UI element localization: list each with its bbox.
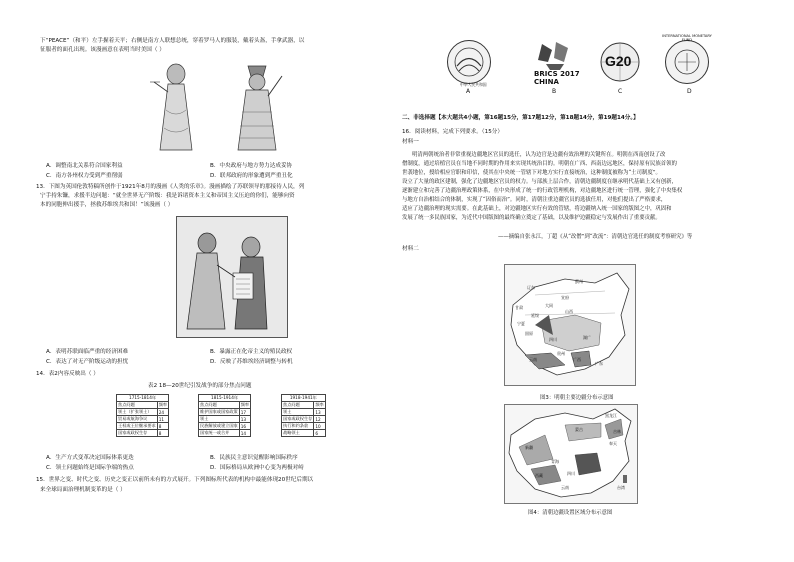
map3-label: 宣府	[561, 295, 569, 300]
map4-label: 吉林	[613, 429, 621, 434]
cartoon-soldier-figure	[228, 62, 286, 154]
table-row: 国家或政权生存 12	[282, 416, 326, 423]
imf-text: INTERNATIONAL MONETARY FUND	[662, 34, 712, 42]
table-head: 焦点问题	[282, 402, 314, 409]
q15-intro-line-2: 来全球局面治理机制变革的是（ ）	[40, 487, 126, 493]
map4-label: 黑龙江	[605, 413, 617, 418]
table-row: 战略领土 6	[282, 430, 326, 437]
brics-logo	[530, 40, 580, 86]
q14-option-d: D．国际格局从欧洲中心变为两极对峙	[210, 465, 304, 471]
table-head: 频率	[158, 402, 168, 407]
map3-label: 甘肃	[515, 305, 523, 310]
map4-label: 台湾	[617, 485, 625, 490]
focus-table-1	[116, 394, 169, 437]
q12-option-d: D．联邦政府的形象遭到严重丑化	[210, 173, 293, 179]
table-row: 领土 13	[199, 416, 251, 423]
q12-intro-line-2: 征服者的面孔出现。该漫画意在表明当时美国（ ）	[40, 47, 165, 53]
map4-label: 西藏	[535, 473, 543, 478]
map3-label: 辽东	[527, 285, 535, 290]
map4-label: 四川	[567, 471, 575, 476]
qing-frontier-map	[504, 404, 638, 504]
q13-option-a: A．表明苏联面临严重的经济困难	[46, 349, 129, 355]
map3-label: 大同	[545, 303, 553, 308]
q12-option-b: B．中央政府与地方势力达成妥协	[210, 163, 293, 169]
map3-label: 广东	[595, 361, 603, 366]
focus-table-2	[198, 394, 251, 437]
ming-frontier-map	[504, 264, 636, 386]
q14-option-c: C．领土问题始终是国际争端的热点	[46, 465, 134, 471]
q14-option-a: A．生产方式变革决定国际体系更迭	[46, 455, 134, 461]
map3-label: 贵州	[557, 351, 565, 356]
table-row: 民族解放或建立国家 16	[199, 423, 251, 430]
section2-title: 二、非选择题【本大题共4小题，第16题15分，第17题12分，第18题14分，第19题14分。】	[402, 115, 639, 121]
map3-label: 湖广	[583, 335, 591, 340]
map4-label: 云南	[561, 485, 569, 490]
fig3-caption: 图3：明朝主要边疆分布示意图	[540, 395, 614, 401]
table-row: 王权或王位继承要求 8	[117, 423, 169, 430]
logo-label-b: B	[552, 88, 557, 95]
table-row: 领土 13	[282, 409, 326, 416]
g20-text: G20	[605, 53, 632, 69]
table-caption: 表2 18—20世纪引发战争的部分焦点问题	[148, 383, 252, 389]
material1-line: 明清两朝统治者非常重视边疆地区官员的选任，认为边官是边疆有效治理的关键所在。明朝在西南创设了改	[412, 152, 666, 158]
map3-label: 广西	[573, 357, 581, 362]
q13-option-c: C．表达了对无产阶级运动的担忧	[46, 359, 129, 365]
logo-label-c: C	[618, 88, 623, 95]
table-row: 执行和约条款 10	[282, 423, 326, 430]
q13-option-d: D．反映了苏维埃经济调整与转机	[210, 359, 293, 365]
material1-line: 僧制度，通过培植官员在当地不同时期的作用来实现其统治目的。明朝在广西、西南边远地区，保持原有民族首领的	[402, 161, 677, 167]
china-emblem-logo	[447, 40, 491, 84]
q13-option-b: B．暴露正在化帝主义的殖民政权	[210, 349, 293, 355]
material2-label: 材料二	[402, 246, 419, 252]
g20-logo	[596, 40, 644, 84]
map3-label: 延绥	[531, 313, 539, 318]
q14-option-b: B．民族民主意识觉醒影响国际秩序	[210, 455, 298, 461]
q14-intro: 14．表2内容反映出（ ）	[36, 371, 99, 377]
material1-line: 世袭地位，授给相应官职和印信，使其在中央统一管辖下对地方实行直接统治，这种制度被称为“土司制度”。	[402, 170, 661, 176]
imf-logo	[662, 34, 712, 84]
q15-intro-line-1: 15．世界之变、时代之变、历史之变正以前所未有的方式展开。下列图标所代表的机构中最能体现20世纪后期以	[36, 477, 314, 483]
map3-label: 宁夏	[517, 321, 525, 326]
table-period: 1918-1941年	[282, 395, 326, 402]
material1-line: 适应了边疆治理的现实需要。在此基础上，对边疆地区实行有效的管辖，将边疆纳入统一国家的版图之中，巩固和	[402, 206, 672, 212]
map3-label: 四川	[549, 337, 557, 342]
map3-label: 云南	[529, 357, 537, 362]
q12-option-c: C．南方各州权力受到严重削弱	[46, 173, 123, 179]
map3-label: 固原	[525, 331, 533, 336]
material1-label: 材料一	[402, 139, 419, 145]
logo-label-a: A	[466, 88, 471, 95]
table-period: 1715-1814年	[117, 395, 169, 402]
china-emblem-text: 中华人民共和国	[460, 82, 487, 87]
table-head: 频率	[315, 402, 324, 407]
table-row: 国家统一或合并 14	[199, 430, 251, 437]
fig4-caption: 图4：清朝边疆设置区域分布示意图	[528, 510, 613, 516]
q13-intro-line-2: 宁手持朱镰，求援半边问题：“就全世界无产阶级：我是诉诸资本主义和帝国主义压迫的你们，能够向资	[40, 193, 295, 199]
material1-source: ——摘编自张永江，丁超《从“改僧”到“改流”：清朝边官选任的制度考察研究》等	[498, 234, 693, 240]
table-head: 焦点问题	[117, 402, 158, 409]
brics-text: BRICS 2017 CHINA	[534, 70, 580, 86]
q16-title: 16．阅读材料，完成下列要求。（15分）	[402, 129, 503, 135]
cartoon-lenin	[176, 216, 288, 338]
q13-intro-line-1: 13．下图为英国伦敦特稿所创作于1921年8月的漫画《人类的乐章》。漫画描绘了苏联领导的那接待人民，列	[36, 184, 305, 190]
map4-label: 蒙古	[575, 427, 583, 432]
map4-label: 新疆	[525, 445, 533, 450]
table-row: 维护国家或国家政策 17	[199, 409, 251, 416]
cartoon-peace-figure	[148, 62, 204, 154]
q12-intro-line-1: 下“PEACE”（和平）左手握着天平；右侧是南方人联想总统，穿着罗马人的服装，戴着头盔，手拿武器，以	[40, 38, 305, 44]
table-head: 频率	[240, 402, 250, 407]
logo-label-d: D	[687, 88, 692, 95]
map3-label: 蓟州	[575, 279, 583, 284]
table-period: 1815-1914年	[199, 395, 251, 402]
q12-option-a: A．调整南北关系符合国家利益	[46, 163, 123, 169]
table-row: 贸易或航海争议 11	[117, 416, 169, 423]
table-row: 国家或政权生存 8	[117, 430, 169, 437]
material1-line: 与地方自治相结合的体制，实现了“因俗而治”。同时，清朝注重边疆官员的选拔任用，对他们提出了严格要求，	[402, 197, 667, 203]
focus-table-3	[281, 394, 326, 437]
material1-line: 发展了统一多民族国家，为近代中国版图的最终确立奠定了基础，以及维护边疆稳定与发展作出了重要贡献。	[402, 215, 661, 221]
map4-label: 奉天	[609, 441, 617, 446]
table-row: 领土（扩张领土） 24	[117, 409, 169, 416]
map3-label: 山西	[565, 309, 573, 314]
q13-intro-line-3: 本的同胞伸出援手，拯救苏维埃共和国！”该漫画（ ）	[40, 202, 174, 208]
table-head: 焦点问题	[199, 402, 240, 409]
map4-label: 青海	[551, 459, 559, 464]
material1-line: 逐渐建立和完善了边疆治理政策体系，在中央形成了统一的行政管理机构，对边疆地区进行统一管理，强化了中央集权	[402, 188, 683, 194]
material1-line: 设立了大量的政区建制，强化了边疆地区官员的权力。与部族上层合作，清朝边疆制度在继承明代基础上又有创新，	[402, 179, 677, 185]
